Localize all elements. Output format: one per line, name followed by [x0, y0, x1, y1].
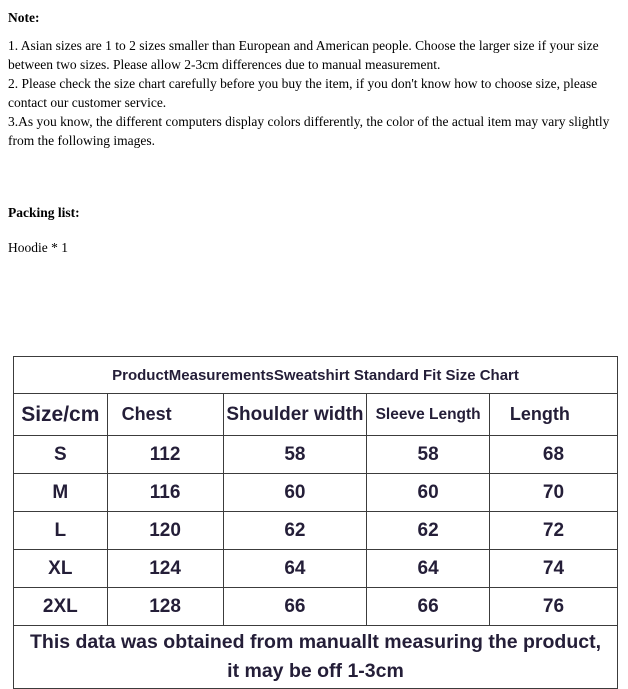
chest-cell: 124 — [107, 550, 223, 588]
shoulder-width-cell: 62 — [223, 512, 367, 550]
shoulder-width-cell: 66 — [223, 588, 367, 626]
size-chart-header-row — [14, 394, 618, 436]
chest-cell: 128 — [107, 588, 223, 626]
note-item-1: 1. Asian sizes are 1 to 2 sizes smaller than European and American people. Choose the larger size if your size between two sizes. Please allow 2-3cm differences due to manual measurement. — [8, 38, 599, 72]
column-header-sleeve-length: Sleeve Length — [367, 394, 490, 436]
sleeve-length-cell: 64 — [367, 550, 490, 588]
shoulder-width-cell: 58 — [223, 436, 367, 474]
packing-list-heading: Packing list: — [8, 205, 80, 220]
size-chart-title-row — [14, 357, 618, 394]
size-chart-footer-row — [14, 626, 618, 689]
size-chart-table — [13, 356, 618, 689]
sleeve-length-cell: 58 — [367, 436, 490, 474]
note-item-3: 3.As you know, the different computers display colors differently, the color of the actual item may vary slightly from the following images. — [8, 114, 610, 148]
size-cell: M — [14, 474, 108, 512]
chest-cell: 112 — [107, 436, 223, 474]
note-heading: Note: — [8, 10, 40, 25]
size-cell: 2XL — [14, 588, 108, 626]
table-row — [14, 588, 618, 626]
table-row — [14, 436, 618, 474]
note-item-2: 2. Please check the size chart carefully before you buy the item, if you don't know how to choose size, please contact our customer service. — [8, 76, 598, 110]
column-header-size: Size/cm — [14, 394, 108, 436]
table-row — [14, 550, 618, 588]
sleeve-length-cell: 66 — [367, 588, 490, 626]
shoulder-width-cell: 60 — [223, 474, 367, 512]
length-cell: 70 — [489, 474, 617, 512]
footer-note-line-1: This data was obtained from manuallt measuring the product, — [30, 631, 601, 653]
note-paragraph — [8, 36, 620, 150]
column-header-chest: Chest — [107, 394, 223, 436]
size-cell: S — [14, 436, 108, 474]
length-cell: 72 — [489, 512, 617, 550]
size-cell: L — [14, 512, 108, 550]
size-chart-footer-note — [14, 626, 618, 689]
chest-cell: 116 — [107, 474, 223, 512]
length-cell: 74 — [489, 550, 617, 588]
column-header-length: Length — [489, 394, 617, 436]
chest-cell: 120 — [107, 512, 223, 550]
size-cell: XL — [14, 550, 108, 588]
footer-note-line-2: it may be off 1-3cm — [227, 660, 404, 682]
packing-list-item: Hoodie * 1 — [8, 240, 68, 255]
sleeve-length-cell: 60 — [367, 474, 490, 512]
table-row — [14, 474, 618, 512]
table-row — [14, 512, 618, 550]
column-header-shoulder-width: Shoulder width — [223, 394, 367, 436]
length-cell: 68 — [489, 436, 617, 474]
shoulder-width-cell: 64 — [223, 550, 367, 588]
length-cell: 76 — [489, 588, 617, 626]
size-chart-title: ProductMeasurementsSweatshirt Standard Fit Size Chart — [14, 357, 618, 394]
sleeve-length-cell: 62 — [367, 512, 490, 550]
